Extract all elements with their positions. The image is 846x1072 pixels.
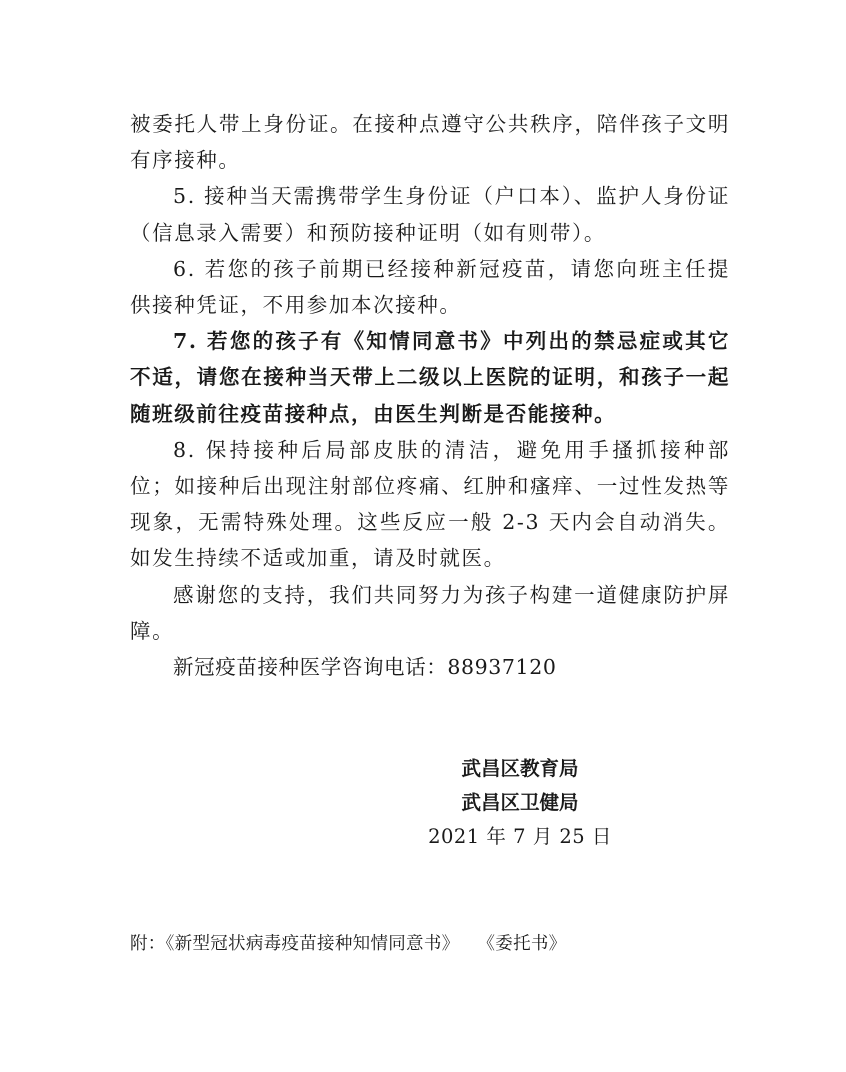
signature-block xyxy=(420,752,620,854)
attachment-consent-form: 《新型冠状病毒疫苗接种知情同意书》 xyxy=(165,934,460,954)
notice-body xyxy=(130,106,730,685)
paragraph-continuation: 被委托人带上身份证。在接种点遵守公共秩序，陪伴孩子文明有序接种。 xyxy=(130,112,730,173)
attachment-authorization-letter: 《委托书》 xyxy=(477,934,567,954)
paragraph-thanks: 感谢您的支持，我们共同努力为孩子构建一道健康防护屏障。 xyxy=(130,582,730,643)
paragraph-item-8: 8. 保持接种后局部皮肤的清洁，避免用手搔抓接种部位；如接种后出现注射部位疼痛、红肿和瘙痒、一过性发热等现象，无需特殊处理。这些反应一般 2-3 天内会自动消失。如发生持续不适或加重，请及时就医。 xyxy=(130,437,730,571)
paragraph-item-7: 7. 若您的孩子有《知情同意书》中列出的禁忌症或其它不适，请您在接种当天带上二级以上医院的证明，和孩子一起随班级前往疫苗接种点，由医生判断是否能接种。 xyxy=(130,329,730,426)
paragraph-item-6: 6. 若您的孩子前期已经接种新冠疫苗，请您向班主任提供接种凭证，不用参加本次接种。 xyxy=(130,256,730,318)
signature-org-education: 武昌区教育局 xyxy=(461,757,579,780)
paragraph-item-5: 5. 接种当天需携带学生身份证（户口本）、监护人身份证（信息录入需要）和预防接种证明（如有则带）。 xyxy=(130,184,730,245)
attachment-line xyxy=(130,930,750,958)
paragraph-consult-phone: 新冠疫苗接种医学咨询电话：88937120 xyxy=(173,655,557,680)
attachment-label: 附： xyxy=(130,934,166,954)
signature-date: 2021 年 7 月 25 日 xyxy=(428,825,612,848)
signature-org-health: 武昌区卫健局 xyxy=(461,791,579,814)
